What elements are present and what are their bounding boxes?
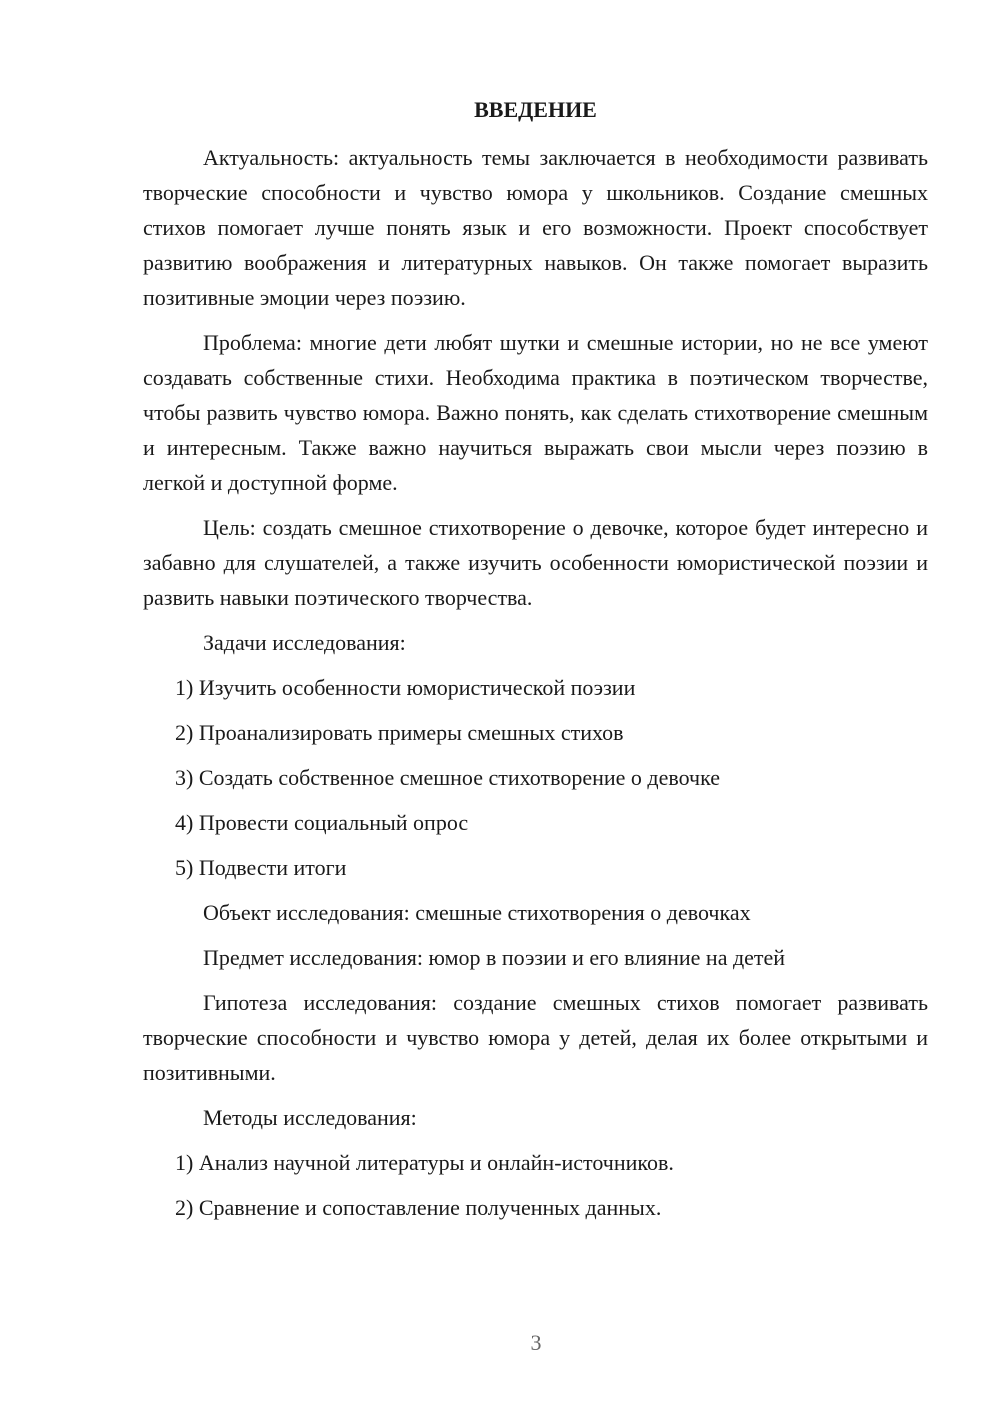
list-item: 5) Подвести итоги xyxy=(175,855,347,880)
methods-list xyxy=(143,1145,928,1225)
page-number: 3 xyxy=(530,1330,542,1355)
goal-paragraph: Цель: создать смешное стихотворение о девочке, которое будет интересно и забавно для слушателей, а также изучить особенности юмористической поэзии и развить навыки поэтического творчества. xyxy=(143,515,928,610)
list-item: 1) Анализ научной литературы и онлайн-источников. xyxy=(175,1150,674,1175)
document-page xyxy=(143,92,928,1235)
subject-line: Предмет исследования: юмор в поэзии и его влияние на детей xyxy=(203,945,786,970)
methods-label: Методы исследования: xyxy=(203,1105,417,1130)
object-line: Объект исследования: смешные стихотворения о девочках xyxy=(203,900,751,925)
problem-paragraph: Проблема: многие дети любят шутки и смешные истории, но не все умеют создавать собственные стихи. Необходима практика в поэтическом творчестве, чтобы развить чувство юмора. Важно понять, как сделать стихотворение смешным и интересным. Также важно научиться выражать свои мысли через поэзию в легкой и доступной форме. xyxy=(143,330,928,495)
list-item: 4) Провести социальный опрос xyxy=(175,810,469,835)
section-title: ВВЕДЕНИЕ xyxy=(474,97,597,122)
hypothesis-paragraph: Гипотеза исследования: создание смешных стихов помогает развивать творческие способности и чувство юмора у детей, делая их более открытыми и позитивными. xyxy=(143,990,928,1085)
list-item: 2) Сравнение и сопоставление полученных данных. xyxy=(175,1195,662,1220)
list-item: 1) Изучить особенности юмористической поэзии xyxy=(175,675,636,700)
tasks-list xyxy=(143,670,928,885)
list-item: 2) Проанализировать примеры смешных стихов xyxy=(175,720,624,745)
relevance-paragraph: Актуальность: актуальность темы заключается в необходимости развивать творческие способности и чувство юмора у школьников. Создание смешных стихов помогает лучше понять язык и его возможности. Проект способствует развитию воображения и литературных навыков. Он также помогает выразить позитивные эмоции через поэзию. xyxy=(143,145,928,310)
list-item: 3) Создать собственное смешное стихотворение о девочке xyxy=(175,765,721,790)
tasks-label: Задачи исследования: xyxy=(203,630,406,655)
